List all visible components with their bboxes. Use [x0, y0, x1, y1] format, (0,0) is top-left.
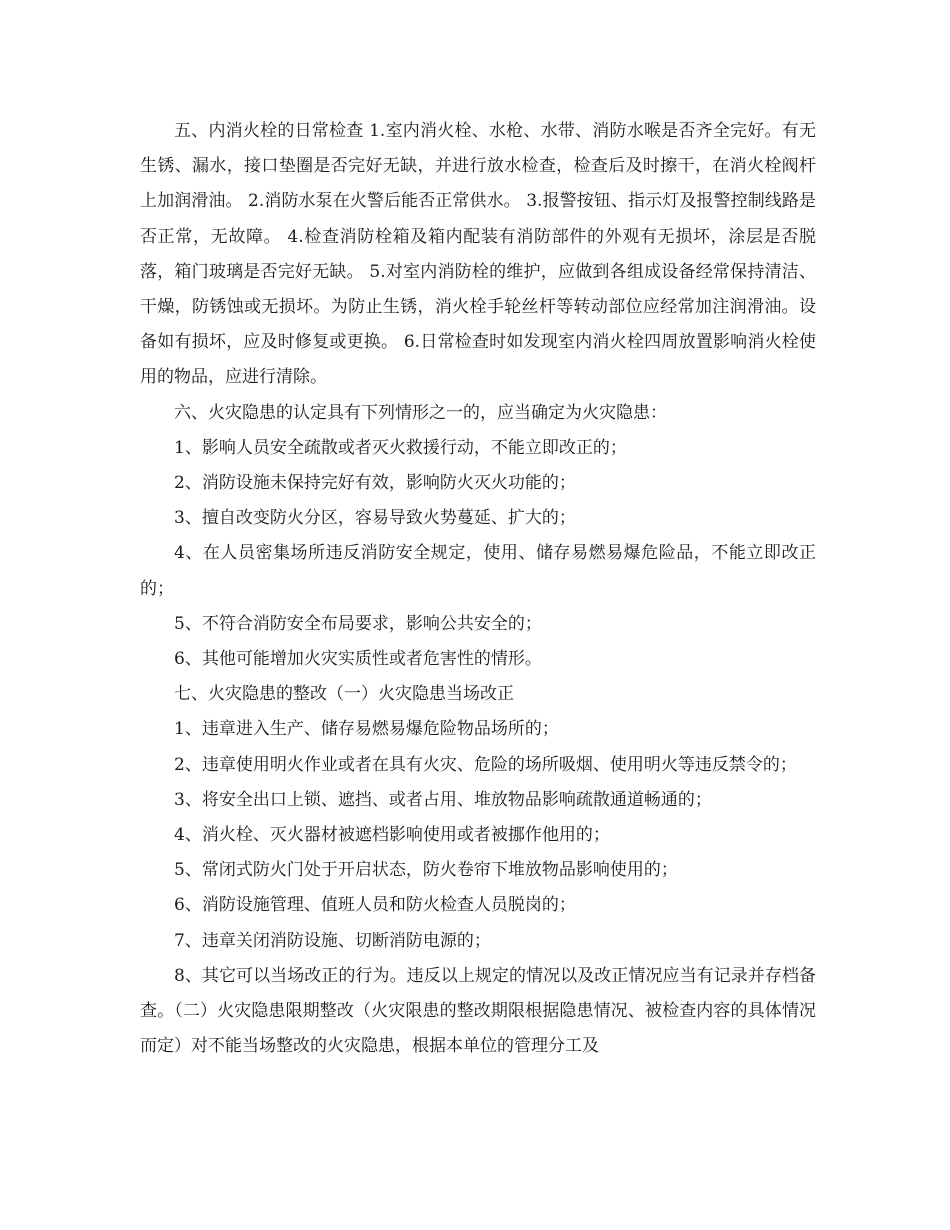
list-item: 6、其他可能增加火灾实质性或者危害性的情形。 — [174, 649, 542, 670]
list-item: 8、其它可以当场改正的行为。违反以上规定的情况以及改正情况应当有记录并存档备查。（二）火灾隐患限期整改（火灾限患的整改期限根据隐患情况、被检查内容的具体情况而定）对不能当场整改的火灾隐患，根据本单位的管理分工及 — [140, 965, 816, 1057]
list-item: 3、擅自改变防火分区，容易导致火势蔓延、扩大的； — [174, 508, 576, 529]
list-item: 6、消防设施管理、值班人员和防火检查人员脱岗的； — [174, 895, 576, 916]
list-item: 5、常闭式防火门处于开启状态，防火卷帘下堆放物品影响使用的； — [174, 860, 678, 881]
list-item: 2、违章使用明火作业或者在具有火灾、危险的场所吸烟、使用明火等违反禁令的； — [174, 754, 797, 775]
paragraph-section-5: 五、内消火栓的日常检查 1.室内消火栓、水枪、水带、消防水喉是否齐全完好。有无生锈、漏水，接口垫圈是否完好无缺，并进行放水检查，检查后及时擦干，在消火栓阀杆上加润滑油。 2.消防水泵在火警后能否正常供水。 3.报警按钮、指示灯及报警控制线路是否正常，无故障。 4.检查消防栓箱及箱内配装有消防部件的外观有无损坏，涂层是否脱落，箱门玻璃是否完好无缺。 5.对室内消防栓的维护，应做到各组成设备经常保持清洁、干燥，防锈蚀或无损坏。为防止生锈，消火栓手轮丝杆等转动部位应经常加注润滑油。设备如有损坏，应及时修复或更换。 6.日常检查时如发现室内消火栓四周放置影响消火栓使用的物品，应进行清除。 — [140, 121, 816, 388]
list-item: 1、违章进入生产、储存易燃易爆危险物品场所的； — [174, 719, 559, 740]
list-item: 4、在人员密集场所违反消防安全规定，使用、储存易燃易爆危险品，不能立即改正的； — [140, 543, 816, 599]
paragraph-section-7-heading: 七、火灾隐患的整改（一）火灾隐患当场改正 — [174, 684, 514, 705]
list-item: 2、消防设施未保持完好有效，影响防火灭火功能的； — [174, 473, 576, 494]
paragraph-section-6-heading: 六、火灾隐患的认定具有下列情形之一的，应当确定为火灾隐患： — [174, 402, 667, 423]
list-item: 3、将安全出口上锁、遮挡、或者占用、堆放物品影响疏散通道畅通的； — [174, 789, 712, 810]
list-item: 4、消火栓、灭火器材被遮档影响使用或者被挪作他用的； — [174, 825, 610, 846]
document-body — [140, 114, 816, 1064]
list-item: 7、违章关闭消防设施、切断消防电源的； — [174, 930, 491, 951]
list-item: 5、不符合消防安全布局要求，影响公共安全的； — [174, 613, 542, 634]
list-item: 1、影响人员安全疏散或者灭火救援行动，不能立即改正的； — [174, 437, 627, 458]
